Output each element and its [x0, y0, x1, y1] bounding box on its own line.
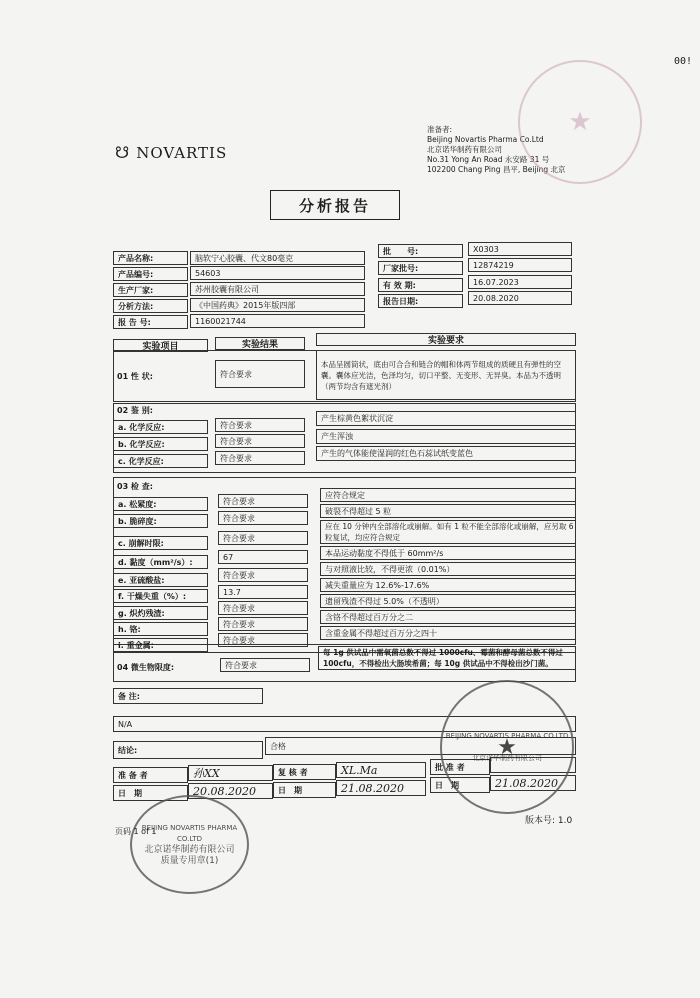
mfr-batch-value: 12874219	[468, 258, 572, 272]
id-row-label: c. 化学反应:	[113, 454, 208, 468]
product-code-value: 54603	[190, 266, 365, 280]
insp-row-requirement: 应在 10 分钟内全部溶化或崩解。如有 1 粒不能全部溶化或崩解，应另取 6 粒复试，均应符合规定	[320, 520, 576, 544]
address-line: No.31 Yong An Road 永安路 31 号	[427, 155, 550, 164]
insp-row-result: 符合要求	[218, 601, 308, 615]
date-label: 日 期	[430, 777, 490, 793]
id-row-requirement: 产生浑浊	[316, 429, 576, 444]
insp-row-result: 符合要求	[218, 568, 308, 582]
id-row-result: 符合要求	[215, 418, 305, 432]
report-no-value: 1160021744	[190, 314, 365, 328]
id-row-requirement: 产生的气体能使湿润的红色石蕊试纸变蓝色	[316, 446, 576, 461]
expiry-label: 有 效 期:	[378, 278, 463, 292]
insp-row-result: 符合要求	[218, 617, 308, 631]
manufacturer-label: 生产厂家:	[113, 283, 188, 297]
remarks-value: N/A	[113, 716, 576, 732]
page-info: 页码 1 of 1	[115, 827, 157, 836]
method-value: 《中国药典》2015年版四部	[190, 298, 365, 312]
remarks-label: 备 注:	[113, 688, 263, 704]
insp-row-requirement: 遗留残渣不得过 5.0%（不透明）	[320, 594, 576, 608]
reviewed-by-signature: XL.Ma	[336, 762, 426, 778]
reviewed-by-label: 复 核 者	[273, 764, 336, 780]
seal-center-text: 北京诺华制药有限公司	[472, 753, 542, 762]
insp-row-requirement: 与对照液比较，不得更浓（0.01%）	[320, 562, 576, 576]
insp-row-requirement: 含铬不得超过百万分之二	[320, 610, 576, 624]
company-seal-right	[440, 680, 574, 814]
mfr-batch-label: 厂家批号:	[378, 261, 463, 275]
novartis-flame-icon: ☋	[115, 143, 131, 162]
product-code-label: 产品编号:	[113, 267, 188, 281]
date-label: 日 期	[113, 785, 188, 801]
seal-center-text: 北京诺华制药有限公司	[144, 844, 235, 855]
seal-sub-text: 质量专用章(1)	[160, 855, 219, 866]
microbial-label: 04 微生物限度:	[117, 662, 175, 672]
appearance-requirement: 本品呈圆筒状，底由可合合和链合的帽和体两节组成的质硬且有弹性的空囊。囊体应光洁，色泽均匀，切口平整、无变形、无异臭。本品为不透明（两节均含有遮光剂）	[316, 350, 576, 400]
id-row-label: a. 化学反应:	[113, 420, 208, 434]
address-line: Beijing Novartis Pharma Co.Ltd	[427, 135, 544, 144]
insp-row-requirement: 应符合规定	[320, 488, 576, 502]
prepared-by-label: 准 备 者	[113, 767, 188, 783]
seal-icon: ★	[568, 107, 592, 137]
insp-row-label: f. 干燥失重（%）:	[113, 589, 208, 603]
address-line: 102200 Chang Ping 昌平, Beijing 北京	[427, 165, 566, 174]
insp-row-requirement: 破裂不得超过 5 粒	[320, 504, 576, 518]
inspection-label: 03 检 查:	[117, 481, 153, 491]
approved-date: 21.08.2020	[490, 775, 576, 791]
insp-row-result: 符合要求	[218, 633, 308, 647]
prepared-by-signature: 孙XX	[188, 765, 273, 781]
batch-label: 批 号:	[378, 244, 463, 258]
approved-by-label: 批 准 者	[430, 759, 490, 775]
method-label: 分析方法:	[113, 299, 188, 313]
conclusion-value: 合格	[265, 737, 576, 755]
appearance-result: 符合要求	[215, 360, 305, 388]
batch-value: X0303	[468, 242, 572, 256]
insp-row-label: e. 亚硫酸盐:	[113, 573, 208, 587]
header-result: 实验结果	[215, 337, 305, 350]
novartis-logo	[115, 143, 227, 162]
microbial-requirement: 每 1g 供试品中需氧菌总数不得过 1000cfu、霉菌和酵母菌总数不得过 100cfu，不得检出大肠埃希菌；每 10g 供试品中不得检出沙门菌。	[318, 646, 576, 670]
insp-row-result: 符合要求	[218, 494, 308, 508]
conclusion-label: 结论:	[113, 741, 263, 759]
seal-star-icon: ★	[497, 734, 517, 760]
identification-label: 02 鉴 别:	[117, 406, 153, 415]
seal-ring-text: BEIJING NOVARTIS PHARMA CO.LTD	[445, 731, 569, 740]
insp-row-label: h. 铬:	[113, 622, 208, 636]
report-title: 分析报告	[270, 190, 400, 220]
expiry-value: 16.07.2023	[468, 275, 572, 289]
date-label: 日 期	[273, 782, 336, 798]
prepared-date: 20.08.2020	[188, 783, 273, 799]
report-date-value: 20.08.2020	[468, 291, 572, 305]
address-line: 北京诺华制药有限公司	[427, 145, 502, 154]
brand-name: NOVARTIS	[136, 143, 228, 162]
address-label: 准备者:	[427, 125, 453, 134]
appearance-label: 01 性 状:	[117, 371, 153, 381]
reviewed-date: 21.08.2020	[336, 780, 426, 796]
insp-row-requirement: 本品运动黏度不得低于 60mm²/s	[320, 546, 576, 560]
insp-row-label: g. 炽灼残渣:	[113, 606, 208, 620]
insp-row-label: a. 松紧度:	[113, 497, 208, 511]
insp-row-label: b. 脆碎度:	[113, 514, 208, 528]
insp-row-label: i. 重金属:	[113, 638, 208, 652]
seal-ring-text: BEIJING NOVARTIS PHARMA CO.LTD	[141, 823, 238, 843]
manufacturer-value: 苏州胶囊有限公司	[190, 282, 365, 296]
insp-row-result: 13.7	[218, 585, 308, 599]
insp-row-label: d. 黏度（mm²/s）:	[113, 555, 208, 569]
insp-row-label: c. 崩解时限:	[113, 536, 208, 550]
page-corner-number: 00!	[673, 56, 692, 67]
id-row-requirement: 产生棕黄色絮状沉淀	[316, 411, 576, 426]
report-date-label: 报告日期:	[378, 294, 463, 308]
header-item: 实验项目	[113, 339, 208, 352]
report-no-label: 报 告 号:	[113, 315, 188, 329]
product-name-value: 脑软宁心胶囊、代文80毫克	[190, 251, 365, 265]
insp-row-result: 符合要求	[218, 531, 308, 545]
insp-row-requirement: 含重金属不得超过百万分之四十	[320, 626, 576, 640]
header-requirement: 实验要求	[316, 333, 576, 346]
version-number: 版本号: 1.0	[525, 816, 573, 826]
company-seal-top	[518, 60, 642, 184]
id-row-label: b. 化学反应:	[113, 437, 208, 451]
id-row-result: 符合要求	[215, 434, 305, 448]
insp-row-requirement: 减失重量应为 12.6%-17.6%	[320, 578, 576, 592]
microbial-result: 符合要求	[220, 658, 310, 672]
id-row-result: 符合要求	[215, 451, 305, 465]
product-name-label: 产品名称:	[113, 251, 188, 265]
quality-seal-bottom	[130, 795, 249, 894]
insp-row-result: 67	[218, 550, 308, 564]
insp-row-result: 符合要求	[218, 511, 308, 525]
